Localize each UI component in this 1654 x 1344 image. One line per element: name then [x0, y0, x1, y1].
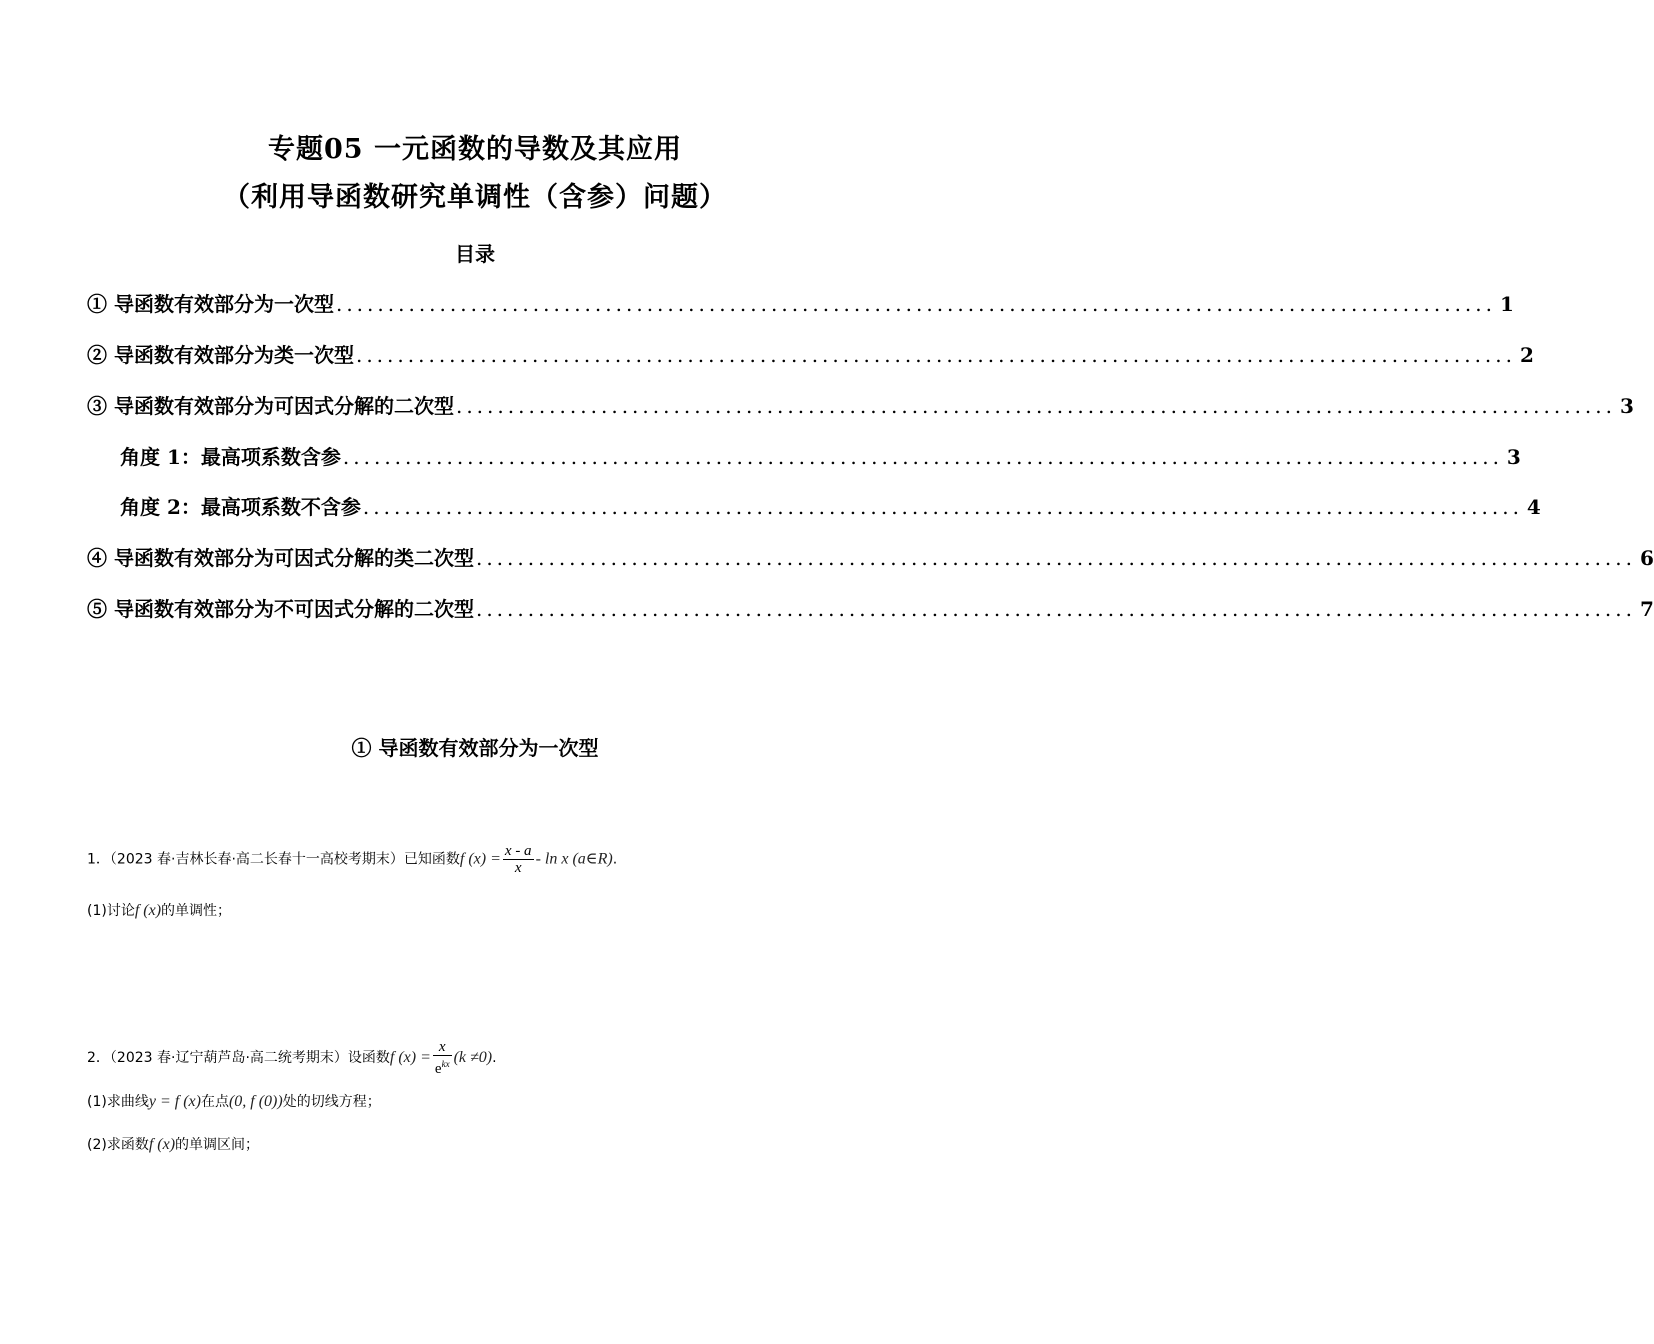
part-math: y = f (x) [148, 1093, 201, 1110]
part-prefix: (1)讨论 [87, 903, 135, 919]
toc-item-page: 1 [1500, 292, 1514, 316]
toc-item-label: ② 导函数有效部分为类一次型 [87, 343, 354, 367]
toc-item-page: 7 [1640, 597, 1654, 621]
question-2-part-2 [87, 1133, 259, 1157]
question-source: （2023 春·吉林长春·高二长春十一高校考期末）已知函数 [109, 851, 460, 868]
question-1-part-1 [87, 899, 231, 923]
part-prefix: (2)求函数 [87, 1137, 149, 1153]
toc-leader-dots: ................................................................................................................ [335, 292, 1496, 316]
part-math: f (x) [134, 902, 162, 919]
part-prefix: (1)求曲线 [87, 1094, 149, 1110]
toc-leader-dots: ................................................................................................................ [475, 546, 1636, 570]
question-number: 1． [87, 851, 110, 868]
toc-item-label: 角度 1：最高项系数含参 [120, 445, 341, 469]
formula-rhs: (k ≠0) [453, 1049, 493, 1066]
toc-item-label: ① 导函数有效部分为一次型 [87, 292, 334, 316]
toc-item[interactable] [87, 593, 1654, 623]
question-source: （2023 春·辽宁葫芦岛·高二统考期末）设函数 [109, 1050, 390, 1066]
part-suffix: 的单调区间； [175, 1137, 260, 1153]
formula-fraction [433, 1039, 452, 1077]
toc-item-label: 角度 2：最高项系数不含参 [120, 495, 361, 519]
formula-rhs: - ln x (a∈R) [535, 850, 613, 868]
toc-item-label: ⑤ 导函数有效部分为不可因式分解的二次型 [87, 597, 474, 621]
toc-item[interactable] [87, 390, 1634, 420]
fraction-denominator [433, 1056, 452, 1077]
formula-lhs: f (x) = [459, 850, 501, 868]
question-2 [87, 1039, 497, 1077]
formula-lhs: f (x) = [389, 1049, 431, 1066]
part-suffix: 处的切线方程； [282, 1094, 381, 1110]
toc-item[interactable] [87, 288, 1514, 318]
toc-heading: 目录 [455, 242, 495, 266]
toc-subitem[interactable] [120, 441, 1521, 471]
part-math-point: (0, f (0)) [228, 1093, 283, 1110]
exponent: kx [441, 1059, 450, 1069]
toc-leader-dots: ................................................................................................................ [362, 495, 1523, 519]
toc-item-page: 4 [1526, 495, 1541, 519]
toc-item-page: 6 [1640, 546, 1654, 570]
toc-item[interactable] [87, 339, 1534, 369]
question-2-part-1 [87, 1090, 381, 1114]
sentence-end: . [492, 1050, 497, 1066]
fraction-numerator: x [433, 1039, 452, 1056]
toc-item[interactable] [87, 542, 1654, 572]
page-title-line2: （利用导函数研究单调性（含参）问题） [223, 182, 727, 213]
part-suffix: 的单调性； [161, 903, 232, 919]
toc-item-label: ④ 导函数有效部分为可因式分解的类二次型 [87, 546, 474, 570]
toc-leader-dots: ................................................................................................................ [455, 394, 1616, 418]
fraction-numerator: x - a [504, 843, 532, 859]
fraction-denominator: x [514, 860, 522, 876]
formula-fraction [503, 843, 534, 876]
toc-leader-dots: ................................................................................................................ [355, 343, 1516, 367]
toc-item-page: 3 [1506, 445, 1521, 469]
part-mid: 在点 [200, 1094, 229, 1110]
question-1 [87, 843, 617, 876]
toc-leader-dots: ................................................................................................................ [475, 597, 1636, 621]
exponent-base: e [434, 1061, 442, 1077]
toc-subitem[interactable] [120, 491, 1541, 521]
sentence-end: . [612, 851, 618, 868]
part-math: f (x) [148, 1136, 176, 1153]
toc-leader-dots: ................................................................................................................ [342, 445, 1503, 469]
toc-item-label: ③ 导函数有效部分为可因式分解的二次型 [87, 394, 454, 418]
toc-item-page: 3 [1620, 394, 1634, 418]
section-heading: ① 导函数有效部分为一次型 [351, 736, 599, 760]
question-number: 2． [87, 1050, 110, 1066]
toc-item-page: 2 [1520, 343, 1534, 367]
page-title-line1: 专题05 一元函数的导数及其应用 [268, 134, 682, 165]
